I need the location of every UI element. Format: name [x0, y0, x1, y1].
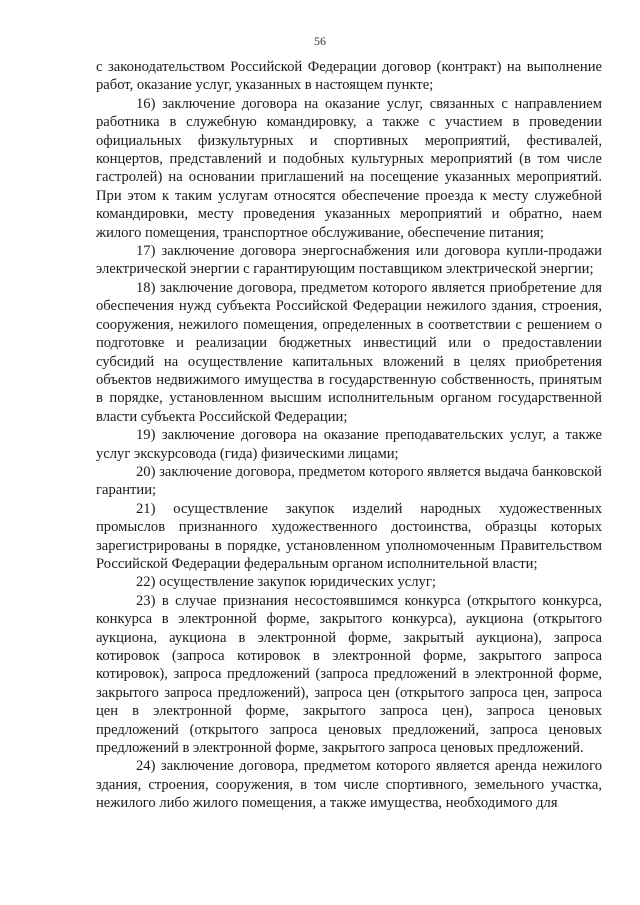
paragraph-item-19: 19) заключение договора на оказание преподавательских услуг, а также услуг экскурсовода (гида) физическими лицами; — [96, 427, 602, 462]
paragraph-item-23: 23) в случае признания несостоявшимся конкурса (открытого конкурса, конкурса в электронной форме, закрытого конкурса), аукциона (открытого аукциона, аукциона в электронной форме, закрытый аукциона), запроса котировок (запроса котировок в электронной форме, закрытого запроса котировок), запроса предложений (запроса предложений в электронной форме, закрытого запроса предложений), запроса цен (открытого запроса цен, запроса цен в электронной форме, закрытого запроса цен), запроса ценовых предложений (открытого запроса ценовых предложений, запроса ценовых предложений в электронной форме, закрытого запроса ценовых предложений. — [96, 592, 602, 757]
paragraph-item-21: 21) осуществление закупок изделий народных художественных промыслов признанного художественного достоинства, образцы которых зарегистрированы в порядке, установленном уполномоченным Правительством Российской Федерации федеральным органом исполнительной власти; — [96, 500, 602, 572]
paragraph-item-24: 24) заключение договора, предметом которого является аренда нежилого здания, строения, сооружения, в том числе спортивного, земельного участка, нежилого либо жилого помещения, а также имущества, необходимого для — [96, 758, 602, 812]
document-body — [96, 58, 602, 813]
paragraph-item-20: 20) заключение договора, предметом которого является выдача банковской гарантии; — [96, 463, 602, 499]
paragraph-item-16: 16) заключение договора на оказание услуг, связанных с направлением работника в служебную командировку, а также с участием в проведении официальных физкультурных и спортивных мероприятий, фестивалей, концертов, представлений и подобных культурных мероприятий (в том числе гастролей) на основании приглашений на посещение указанных мероприятий. При этом к таким услугам относятся обеспечение проезда к месту служебной командировки, месту проведения указанных мероприятий и обратно, наем жилого помещения, транспортное обслуживание, обеспечение питания; — [96, 95, 602, 241]
paragraph-item-18: 18) заключение договора, предметом которого является приобретение для обеспечения нужд субъекта Российской Федерации нежилого здания, строения, сооружения, нежилого помещения, определенных в соответствии с решением о подготовке и реализации бюджетных инвестиций или о предоставлении субсидий на осуществление капитальных вложений в целях приобретения объектов недвижимого имущества в государственную собственность, принятым в порядке, установленном высшим исполнительным органом государственной власти субъекта Российской Федерации; — [96, 279, 602, 425]
paragraph-continuation: с законодательством Российской Федерации договор (контракт) на выполнение работ, оказание услуг, указанных в настоящем пункте; — [96, 59, 602, 94]
paragraph-item-22: 22) осуществление закупок юридических услуг; — [136, 574, 436, 591]
page-number: 56 — [314, 34, 326, 48]
paragraph-item-17: 17) заключение договора энергоснабжения или договора купли-продажи электрической энергии с гарантирующим поставщиком электрической энергии; — [96, 243, 602, 278]
